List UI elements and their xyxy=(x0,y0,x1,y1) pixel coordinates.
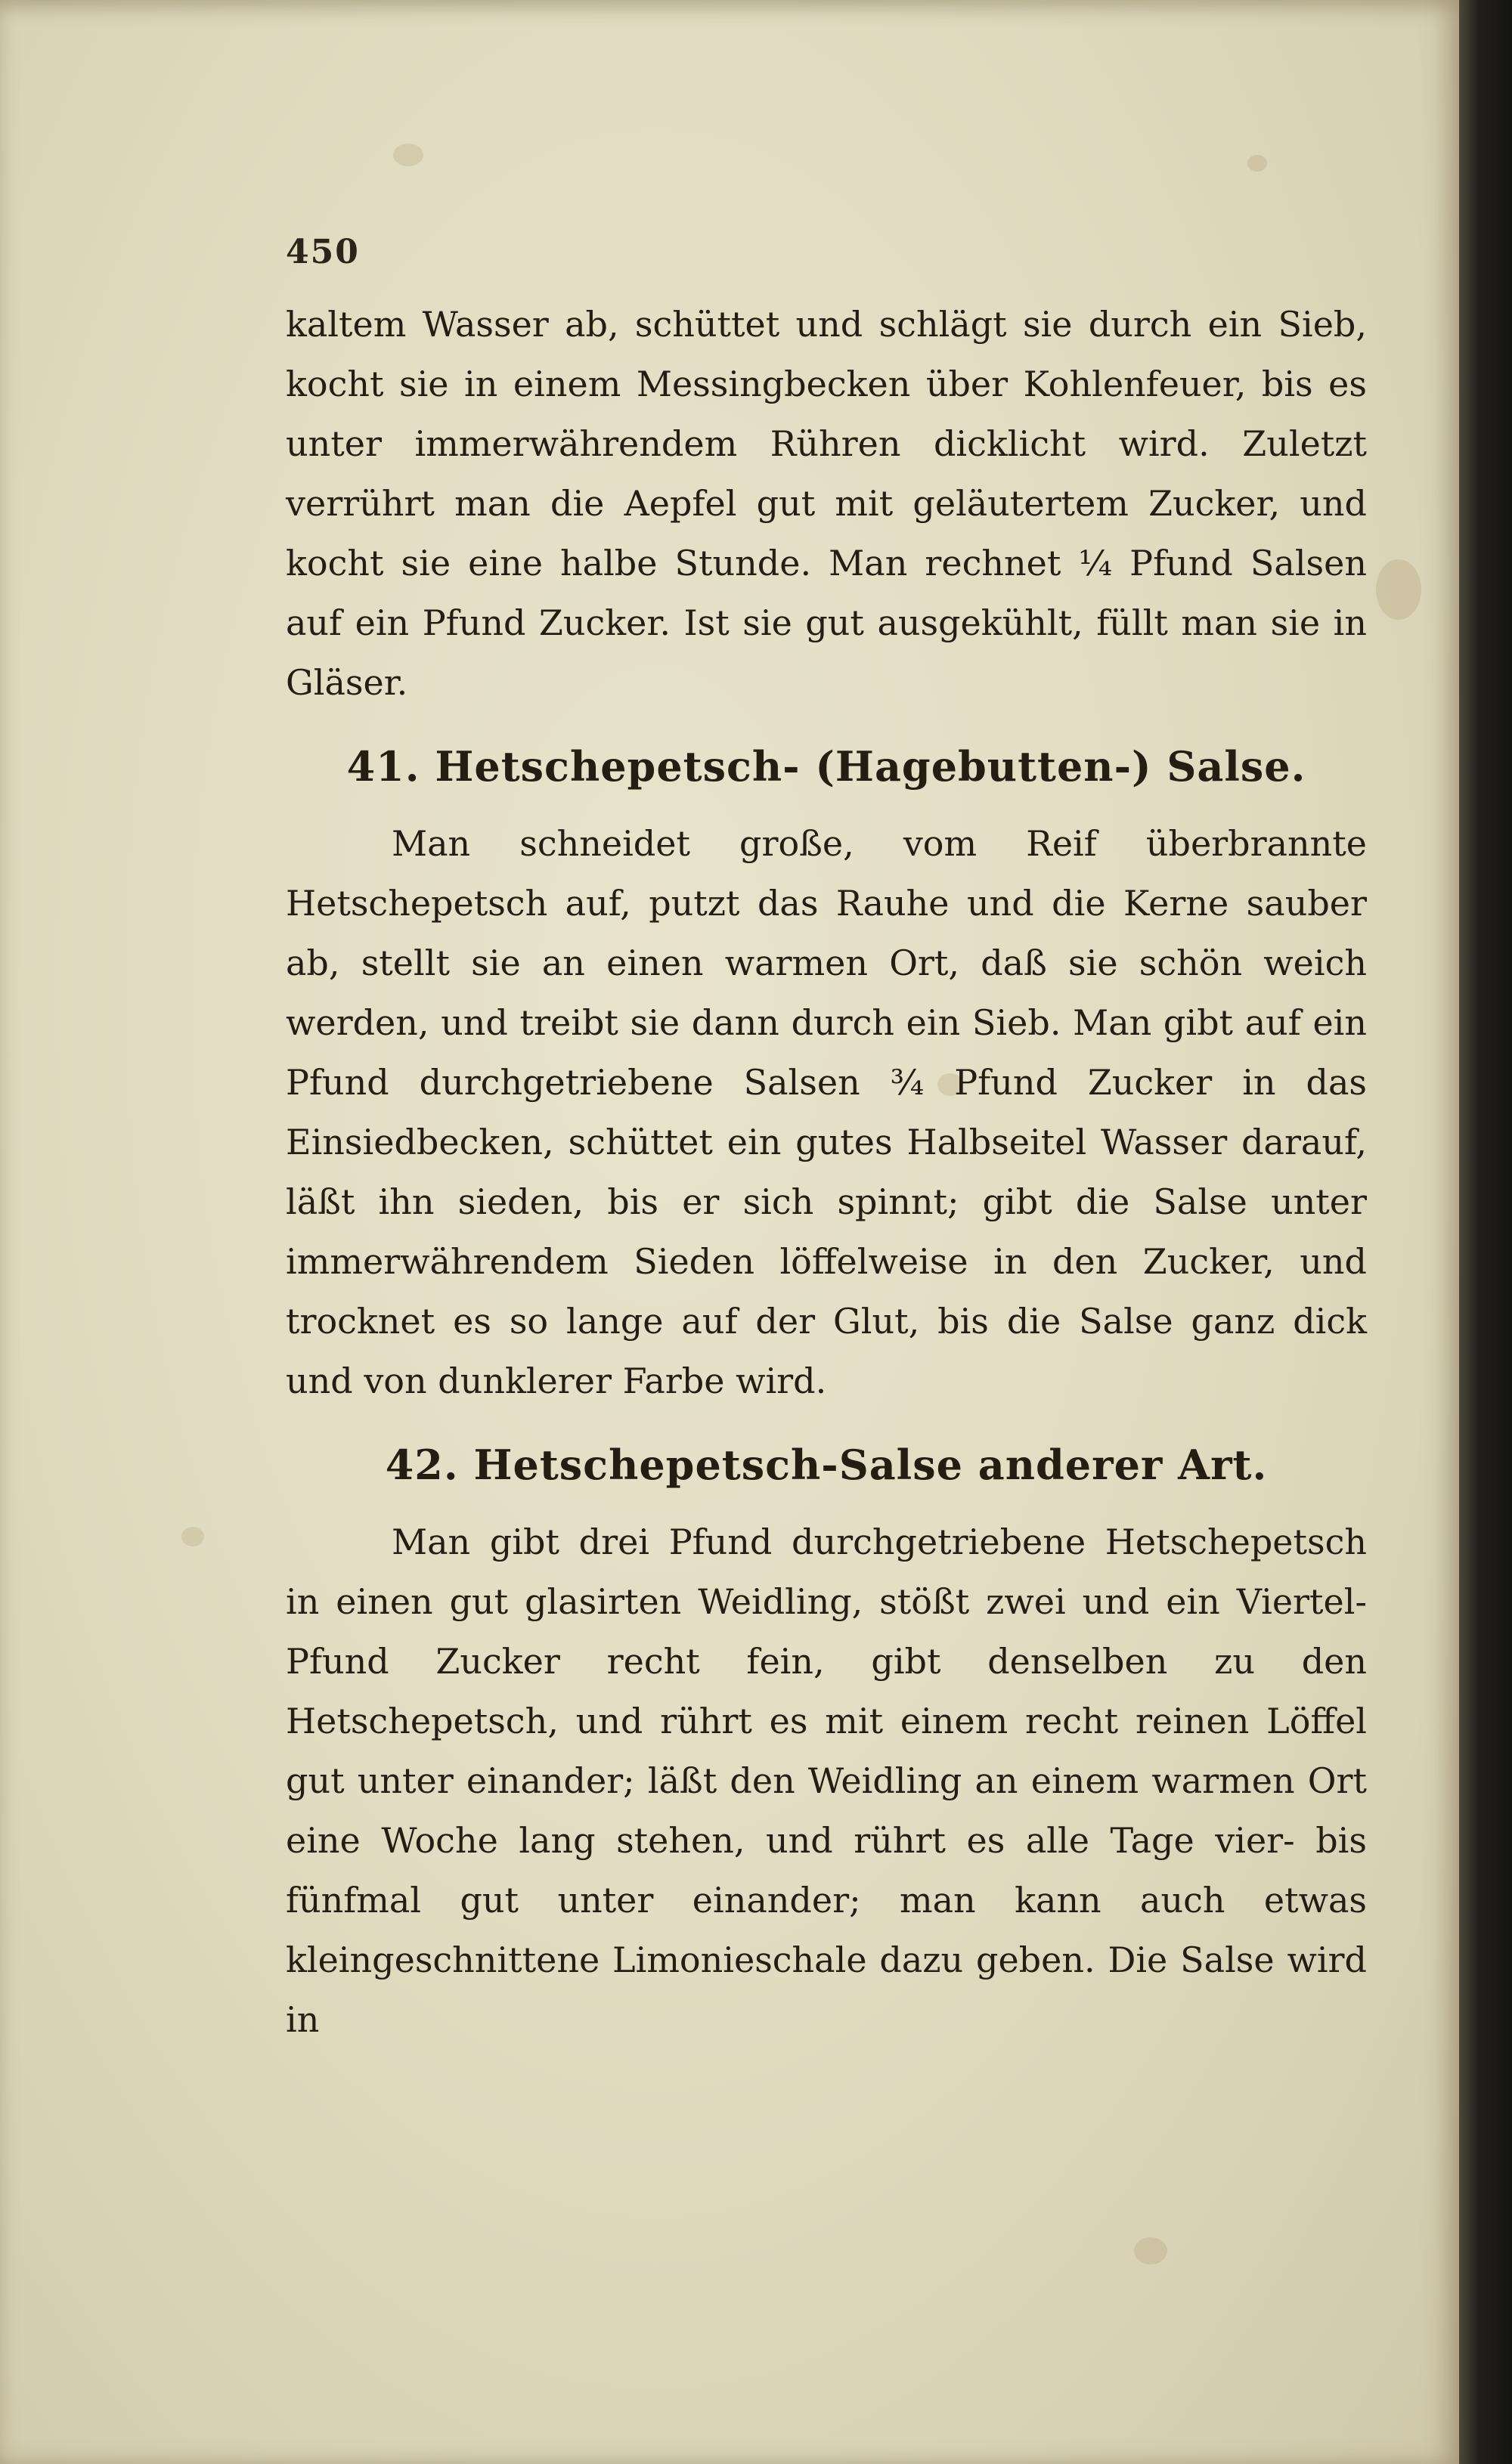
body-text xyxy=(286,295,1367,2050)
foxing-spot xyxy=(1247,155,1267,172)
paragraph-continuation: kaltem Wasser ab, schüttet und schlägt sie durch ein Sieb, kocht sie in einem Messingbecken über Kohlenfeuer, bis es unter immerwährendem Rühren dicklicht wird. Zuletzt verrührt man die Aepfel gut mit geläutertem Zucker, und kocht sie eine halbe Stunde. Man rechnet ¼ Pfund Salsen auf ein Pfund Zucker. Ist sie gut ausgekühlt, füllt man sie in Gläser. xyxy=(286,304,1367,703)
recipe-heading-41: 41. Hetschepetsch- (Hagebutten-) Salse. xyxy=(346,742,1306,791)
foxing-spot xyxy=(1134,2237,1167,2264)
foxing-spot xyxy=(393,144,423,166)
paragraph-recipe-42: Man gibt drei Pfund durchgetriebene Hetschepetsch in einen gut glasirten Weidling, stößt zwei und ein Viertel-Pfund Zucker recht fein, gibt denselben zu den Hetschepetsch, und rührt es mit einem recht reinen Löffel gut unter einander; läßt den Weidling an einem warmen Ort eine Woche lang stehen, und rührt es alle Tage vier- bis fünfmal gut unter einander; man kann auch etwas kleingeschnittene Limonieschale dazu geben. Die Salse wird in xyxy=(286,1521,1367,2040)
recipe-heading-42: 42. Hetschepetsch-Salse anderer Art. xyxy=(385,1441,1268,1489)
book-spine-edge xyxy=(1459,0,1512,2464)
foxing-spot xyxy=(181,1527,204,1546)
page-number: 450 xyxy=(286,233,360,271)
foxing-spot xyxy=(1376,559,1421,620)
paragraph-recipe-41: Man schneidet große, vom Reif überbrannte Hetschepetsch auf, putzt das Rauhe und die Kerne sauber ab, stellt sie an einen warmen Ort, daß sie schön weich werden, und treibt sie dann durch ein Sieb. Man gibt auf ein Pfund durchgetriebene Salsen ¾ Pfund Zucker in das Einsiedbecken, schüttet ein gutes Halbseitel Wasser darauf, läßt ihn sieden, bis er sich spinnt; gibt die Salse unter immerwährendem Sieden löffelweise in den Zucker, und trocknet es so lange auf der Glut, bis die Salse ganz dick und von dunklerer Farbe wird. xyxy=(286,823,1367,1401)
